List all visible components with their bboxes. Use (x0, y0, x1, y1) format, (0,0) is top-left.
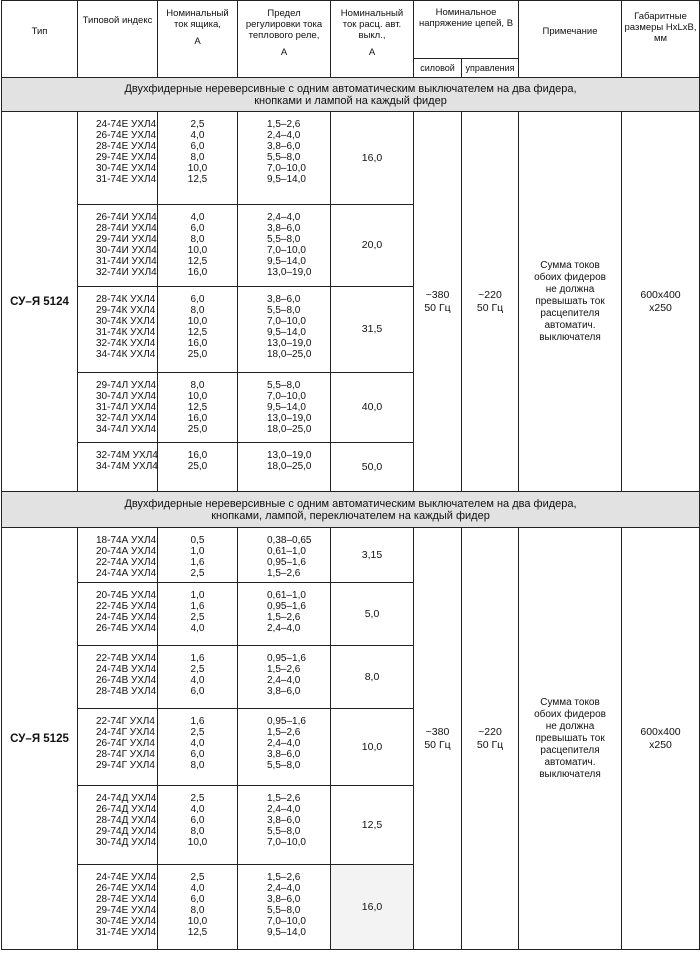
relay-range-value: 7,0–10,0 (267, 245, 306, 256)
type-index-value: 29-74К УХЛ4 (96, 305, 156, 316)
relay-range-cell (238, 865, 331, 950)
relay-range-cell (238, 786, 331, 865)
type-index-cell (78, 112, 158, 205)
nominal-current-value: 8,0 (190, 905, 205, 916)
type-index-value: 31-74И УХЛ4 (96, 256, 157, 267)
relay-range-value: 9,5–14,0 (267, 256, 306, 267)
relay-range-cell (238, 646, 331, 709)
voltage-power-line: 50 Гц (424, 301, 451, 314)
relay-range-value: 2,4–4,0 (267, 675, 301, 686)
voltage-control (462, 528, 519, 950)
nominal-current-value: 4,0 (190, 738, 205, 749)
relay-range-value: 7,0–10,0 (267, 316, 306, 327)
dimensions-line: x250 (649, 738, 672, 751)
relay-range-value: 3,8–6,0 (267, 294, 301, 305)
nominal-current-value: 4,0 (190, 804, 205, 815)
relay-range-value: 3,8–6,0 (267, 686, 301, 697)
nominal-current-cell (158, 205, 238, 287)
relay-range-value: 2,4–4,0 (267, 130, 301, 141)
nominal-current-cell (158, 528, 238, 583)
relay-range-value: 2,4–4,0 (267, 883, 301, 894)
relay-range-value: 3,8–6,0 (267, 749, 301, 760)
header-dimensions: Габаритные размеры НхLхВ, мм (622, 1, 700, 78)
voltage-control-line: ~220 (478, 725, 502, 738)
type-index-value: 34-74Л УХЛ4 (96, 424, 157, 435)
nominal-current-value: 25,0 (187, 461, 208, 472)
type-index-value: 26-74В УХЛ4 (96, 675, 157, 686)
relay-range-value: 18,0–25,0 (267, 424, 312, 435)
relay-range-value: 1,5–2,6 (267, 568, 301, 579)
note-line: Сумма токов (540, 259, 600, 271)
breaker-current: 40,0 (331, 373, 414, 443)
nominal-current-value: 2,5 (190, 793, 205, 804)
breaker-current: 31,5 (331, 287, 414, 373)
nominal-current-value: 2,5 (190, 872, 205, 883)
note-line: выключателя (539, 768, 601, 780)
type-index-cell (78, 865, 158, 950)
nominal-current-value: 8,0 (190, 234, 205, 245)
breaker-current: 5,0 (331, 583, 414, 646)
type-index-value: 28-74Г УХЛ4 (96, 749, 155, 760)
type-index-value: 32-74К УХЛ4 (96, 338, 156, 349)
note-line: превышать ток (535, 295, 605, 307)
nominal-current-value: 6,0 (190, 141, 205, 152)
type-index-cell (78, 583, 158, 646)
voltage-control-line: 50 Гц (476, 738, 504, 751)
nominal-current-value: 6,0 (190, 686, 205, 697)
note-line: расцепителя (540, 307, 600, 319)
relay-range-value: 1,5–2,6 (267, 119, 301, 130)
type-index-cell (78, 786, 158, 865)
breaker-current: 10,0 (331, 709, 414, 786)
note-line: выключателя (539, 331, 601, 343)
device-type: СУ–Я 5124 (2, 112, 78, 492)
note-line: обоих фидеров (534, 271, 606, 283)
note-line: обоих фидеров (534, 708, 606, 720)
nominal-current-value: 10,0 (187, 916, 208, 927)
relay-range-value: 13,0–19,0 (267, 450, 312, 461)
type-index-cell (78, 443, 158, 492)
relay-range-value: 9,5–14,0 (267, 927, 306, 938)
type-index-value: 24-74В УХЛ4 (96, 664, 157, 675)
voltage-control-line: 50 Гц (476, 301, 504, 314)
type-index-value: 22-74А УХЛ4 (96, 557, 157, 568)
relay-range-cell (238, 709, 331, 786)
relay-range-value: 0,95–1,6 (267, 601, 306, 612)
voltage-power (414, 528, 462, 950)
breaker-current: 12,5 (331, 786, 414, 865)
voltage-power-line: ~380 (425, 288, 450, 301)
note-line: превышать ток (535, 732, 605, 744)
type-index-value: 34-74К УХЛ4 (96, 349, 156, 360)
relay-range-cell (238, 112, 331, 205)
nominal-current-value: 8,0 (190, 380, 205, 391)
type-index-value: 28-74Д УХЛ4 (96, 815, 157, 826)
nominal-current-value: 16,0 (187, 267, 208, 278)
relay-range-value: 0,95–1,6 (267, 716, 306, 727)
nominal-current-value: 1,6 (190, 653, 205, 664)
note-line: расцепителя (540, 744, 600, 756)
type-index-value: 30-74И УХЛ4 (96, 245, 157, 256)
nominal-current-value: 10,0 (187, 316, 208, 327)
nominal-current-cell (158, 583, 238, 646)
nominal-current-value: 6,0 (190, 223, 205, 234)
nominal-current-value: 2,5 (190, 568, 205, 579)
relay-range-cell (238, 205, 331, 287)
breaker-current: 50,0 (331, 443, 414, 492)
type-index-value: 26-74Е УХЛ4 (96, 883, 157, 894)
relay-range-value: 0,61–1,0 (267, 590, 306, 601)
relay-range-value: 5,5–8,0 (267, 234, 301, 245)
relay-range-value: 9,5–14,0 (267, 402, 306, 413)
group-row (2, 528, 700, 583)
relay-range-cell (238, 373, 331, 443)
nominal-current-value: 1,0 (190, 590, 205, 601)
relay-range-value: 5,5–8,0 (267, 760, 301, 771)
dimensions-line: 600x400 (640, 725, 681, 738)
type-index-value: 18-74А УХЛ4 (96, 535, 157, 546)
relay-range-value: 5,5–8,0 (267, 826, 301, 837)
relay-range-value: 7,0–10,0 (267, 163, 306, 174)
type-index-value: 28-74И УХЛ4 (96, 223, 157, 234)
note-line: не должна (545, 283, 595, 295)
voltage-power (414, 112, 462, 492)
nominal-current-value: 12,5 (187, 256, 208, 267)
type-index-value: 24-74А УХЛ4 (96, 568, 157, 579)
relay-range-value: 1,5–2,6 (267, 872, 301, 883)
relay-range-value: 7,0–10,0 (267, 391, 306, 402)
type-index-value: 30-74Л УХЛ4 (96, 391, 157, 402)
nominal-current-value: 6,0 (190, 815, 205, 826)
relay-range-value: 13,0–19,0 (267, 413, 312, 424)
nominal-current-value: 4,0 (190, 675, 205, 686)
relay-range-value: 1,5–2,6 (267, 727, 301, 738)
nominal-current-value: 1,6 (190, 716, 205, 727)
type-index-value: 22-74Б УХЛ4 (96, 601, 157, 612)
voltage-power-line: 50 Гц (424, 738, 451, 751)
nominal-current-value: 8,0 (190, 760, 205, 771)
nominal-current-cell (158, 646, 238, 709)
section-band (2, 78, 700, 112)
type-index-value: 24-74Е УХЛ4 (96, 119, 157, 130)
group-row (2, 112, 700, 205)
nominal-current-value: 1,0 (190, 546, 205, 557)
dimensions (622, 528, 700, 950)
voltage-control-line: ~220 (478, 288, 502, 301)
type-index-value: 28-74К УХЛ4 (96, 294, 156, 305)
relay-range-value: 1,5–2,6 (267, 664, 301, 675)
spec-table (1, 0, 700, 950)
header-note: Примечание (519, 1, 622, 78)
type-index-value: 29-74Е УХЛ4 (96, 905, 157, 916)
type-index-value: 29-74Л УХЛ4 (96, 380, 157, 391)
type-index-value: 30-74Д УХЛ4 (96, 837, 157, 848)
relay-range-cell (238, 583, 331, 646)
note (519, 528, 622, 950)
type-index-value: 22-74Г УХЛ4 (96, 716, 155, 727)
header-breaker-current: Номинальный ток расц. авт. выкл., А (331, 1, 414, 78)
nominal-current-value: 6,0 (190, 294, 205, 305)
breaker-current: 16,0 (331, 865, 414, 950)
nominal-current-cell (158, 373, 238, 443)
nominal-current-value: 8,0 (190, 305, 205, 316)
section-band-row (2, 78, 700, 112)
note-line: Сумма токов (540, 696, 600, 708)
nominal-current-value: 4,0 (190, 883, 205, 894)
nominal-current-value: 8,0 (190, 826, 205, 837)
relay-range-value: 1,5–2,6 (267, 793, 301, 804)
relay-range-value: 3,8–6,0 (267, 141, 301, 152)
header-nominal-current: Номинальный ток ящика, А (158, 1, 238, 78)
relay-range-value: 18,0–25,0 (267, 461, 312, 472)
type-index-value: 31-74Е УХЛ4 (96, 174, 157, 185)
type-index-value: 24-74Г УХЛ4 (96, 727, 155, 738)
relay-range-value: 9,5–14,0 (267, 327, 306, 338)
nominal-current-cell (158, 709, 238, 786)
nominal-current-value: 6,0 (190, 894, 205, 905)
type-index-value: 26-74Б УХЛ4 (96, 623, 157, 634)
type-index-value: 28-74В УХЛ4 (96, 686, 157, 697)
nominal-current-value: 0,5 (190, 535, 205, 546)
relay-range-value: 0,61–1,0 (267, 546, 306, 557)
relay-range-value: 9,5–14,0 (267, 174, 306, 185)
nominal-current-value: 2,5 (190, 664, 205, 675)
section-band-row (2, 492, 700, 528)
note-line: автоматич. (544, 319, 596, 331)
voltage-control (462, 112, 519, 492)
relay-range-value: 2,4–4,0 (267, 623, 301, 634)
relay-range-value: 3,8–6,0 (267, 223, 301, 234)
type-index-cell (78, 646, 158, 709)
relay-range-value: 13,0–19,0 (267, 267, 312, 278)
nominal-current-cell (158, 287, 238, 373)
nominal-current-cell (158, 865, 238, 950)
type-index-value: 31-74Л УХЛ4 (96, 402, 157, 413)
nominal-current-value: 12,5 (187, 927, 208, 938)
section-band (2, 492, 700, 528)
type-index-value: 31-74К УХЛ4 (96, 327, 156, 338)
nominal-current-value: 1,6 (190, 601, 205, 612)
nominal-current-value: 10,0 (187, 837, 208, 848)
nominal-current-value: 12,5 (187, 174, 208, 185)
nominal-current-value: 2,5 (190, 727, 205, 738)
type-index-value: 24-74Б УХЛ4 (96, 612, 157, 623)
nominal-current-value: 16,0 (187, 338, 208, 349)
type-index-value: 26-74Д УХЛ4 (96, 804, 157, 815)
section-band-line: Двухфидерные нереверсивные с одним автоматическим выключателем на два фидера, (124, 497, 577, 510)
type-index-value: 24-74Е УХЛ4 (96, 872, 157, 883)
type-index-value: 26-74Г УХЛ4 (96, 738, 155, 749)
dimensions (622, 112, 700, 492)
type-index-value: 31-74Е УХЛ4 (96, 927, 157, 938)
type-index-cell (78, 373, 158, 443)
section-band-line: кнопками, лампой, переключателем на каждый фидер (211, 509, 490, 522)
voltage-power-line: ~380 (425, 725, 450, 738)
nominal-current-value: 12,5 (187, 402, 208, 413)
breaker-current: 20,0 (331, 205, 414, 287)
nominal-current-cell (158, 112, 238, 205)
relay-range-value: 0,95–1,6 (267, 653, 306, 664)
nominal-current-value: 12,5 (187, 327, 208, 338)
relay-range-value: 5,5–8,0 (267, 152, 301, 163)
relay-range-value: 2,4–4,0 (267, 804, 301, 815)
breaker-current: 16,0 (331, 112, 414, 205)
relay-range-value: 5,5–8,0 (267, 305, 301, 316)
relay-range-value: 3,8–6,0 (267, 894, 301, 905)
type-index-value: 32-74И УХЛ4 (96, 267, 157, 278)
nominal-current-value: 25,0 (187, 424, 208, 435)
relay-range-value: 5,5–8,0 (267, 905, 301, 916)
type-index-value: 28-74Е УХЛ4 (96, 141, 157, 152)
type-index-cell (78, 528, 158, 583)
relay-range-value: 7,0–10,0 (267, 837, 306, 848)
dimensions-line: x250 (649, 301, 672, 314)
nominal-current-value: 6,0 (190, 749, 205, 760)
type-index-cell (78, 205, 158, 287)
nominal-current-value: 4,0 (190, 212, 205, 223)
header-relay-range: Предел регулировки тока теплового реле, А (238, 1, 331, 78)
nominal-current-value: 16,0 (187, 413, 208, 424)
relay-range-cell (238, 287, 331, 373)
note-line: не должна (545, 720, 595, 732)
nominal-current-value: 1,6 (190, 557, 205, 568)
nominal-current-value: 2,5 (190, 612, 205, 623)
type-index-value: 29-74И УХЛ4 (96, 234, 157, 245)
relay-range-value: 2,4–4,0 (267, 738, 301, 749)
type-index-value: 30-74Е УХЛ4 (96, 916, 157, 927)
note-line: автоматич. (544, 756, 596, 768)
device-type: СУ–Я 5125 (2, 528, 78, 950)
nominal-current-value: 10,0 (187, 163, 208, 174)
type-index-value: 32-74Л УХЛ4 (96, 413, 157, 424)
relay-range-value: 18,0–25,0 (267, 349, 312, 360)
relay-range-value: 7,0–10,0 (267, 916, 306, 927)
relay-range-value: 1,5–2,6 (267, 612, 301, 623)
type-index-value: 29-74Е УХЛ4 (96, 152, 157, 163)
type-index-value: 32-74М УХЛ4 (96, 450, 158, 461)
nominal-current-value: 8,0 (190, 152, 205, 163)
type-index-value: 20-74А УХЛ4 (96, 546, 157, 557)
breaker-current: 8,0 (331, 646, 414, 709)
relay-range-cell (238, 443, 331, 492)
type-index-value: 20-74Б УХЛ4 (96, 590, 157, 601)
header-type: Тип (2, 1, 78, 78)
header-voltage: Номинальное напряжение цепей, В (414, 1, 519, 59)
relay-range-value: 13,0–19,0 (267, 338, 312, 349)
type-index-cell (78, 287, 158, 373)
type-index-value: 28-74Е УХЛ4 (96, 894, 157, 905)
nominal-current-cell (158, 443, 238, 492)
nominal-current-value: 16,0 (187, 450, 208, 461)
nominal-current-value: 4,0 (190, 623, 205, 634)
relay-range-value: 0,38–0,65 (267, 535, 312, 546)
header-index: Типовой индекс (78, 1, 158, 78)
type-index-value: 34-74М УХЛ4 (96, 461, 158, 472)
nominal-current-value: 10,0 (187, 391, 208, 402)
relay-range-cell (238, 528, 331, 583)
type-index-value: 30-74К УХЛ4 (96, 316, 156, 327)
relay-range-value: 0,95–1,6 (267, 557, 306, 568)
nominal-current-value: 25,0 (187, 349, 208, 360)
type-index-value: 24-74Д УХЛ4 (96, 793, 157, 804)
type-index-value: 29-74Г УХЛ4 (96, 760, 155, 771)
nominal-current-value: 2,5 (190, 119, 205, 130)
nominal-current-value: 10,0 (187, 245, 208, 256)
relay-range-value: 2,4–4,0 (267, 212, 301, 223)
type-index-cell (78, 709, 158, 786)
nominal-current-value: 4,0 (190, 130, 205, 141)
type-index-value: 26-74И УХЛ4 (96, 212, 157, 223)
breaker-current: 3,15 (331, 528, 414, 583)
header-voltage-power: силовой (414, 59, 462, 78)
note (519, 112, 622, 492)
relay-range-value: 3,8–6,0 (267, 815, 301, 826)
section-band-line: кнопками и лампой на каждый фидер (254, 94, 447, 107)
type-index-value: 22-74В УХЛ4 (96, 653, 157, 664)
type-index-value: 29-74Д УХЛ4 (96, 826, 157, 837)
type-index-value: 26-74Е УХЛ4 (96, 130, 157, 141)
section-band-line: Двухфидерные нереверсивные с одним автоматическим выключателем на два фидера, (124, 82, 577, 95)
nominal-current-cell (158, 786, 238, 865)
relay-range-value: 5,5–8,0 (267, 380, 301, 391)
dimensions-line: 600x400 (640, 288, 681, 301)
header-voltage-control: управления (462, 59, 519, 78)
type-index-value: 30-74Е УХЛ4 (96, 163, 157, 174)
